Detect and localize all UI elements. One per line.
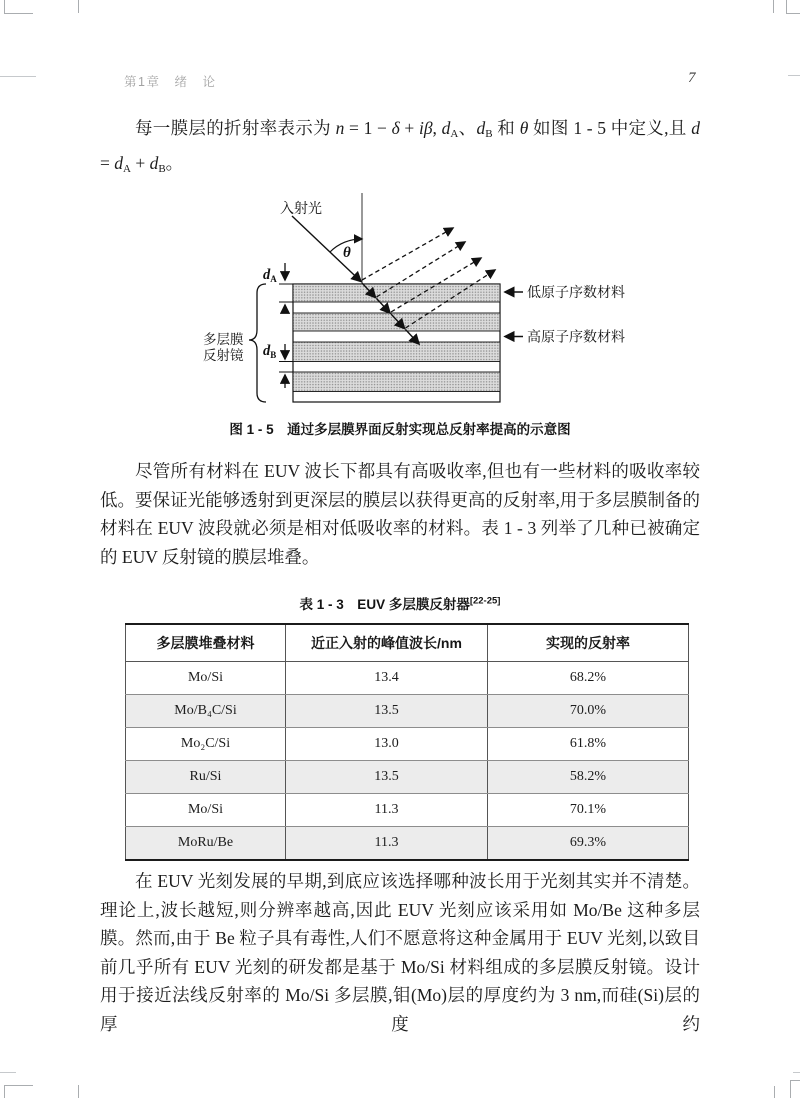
table-title-citation: [22-25] (469, 595, 501, 607)
table-header-row (126, 624, 689, 662)
cell-material: Mo/Si (126, 794, 286, 827)
crop-mark (773, 0, 774, 13)
table-title-text: 表 1 - 3 EUV 多层膜反射器 (299, 597, 470, 612)
material-labels (505, 284, 625, 346)
svg-text:dA: $d_A$ (263, 267, 277, 284)
mirror-label-line2: 反射镜 (203, 348, 244, 363)
table-title (100, 593, 700, 613)
paragraph-absorption: 尽管所有材料在 EUV 波长下都具有高吸收率,但也有一些材料的吸收率较低。要保证光能够透射到更深层的膜层以获得更高的反射率,用于多层膜制备的材料在 EUV 波段就必须是相对低吸收率的材料。表 1 - 3 列举了几种已被确定的 EUV 反射镜的膜层堆叠。 (100, 461, 700, 567)
high-z-material-label: 高原子序数材料 (527, 330, 625, 346)
cell-material: MoRu/Be (126, 827, 286, 861)
d-b-annotation (263, 343, 293, 388)
svg-text:dB: $d_B$ (263, 343, 277, 360)
crop-mark (4, 0, 5, 13)
crop-mark (78, 0, 79, 13)
table-row (126, 695, 689, 728)
cell-material: Mo/B₄C/Si (126, 695, 286, 728)
crop-mark (78, 1085, 79, 1098)
multilayer-stack (293, 284, 500, 402)
col-header-wavelength: 近正入射的峰值波长/nm (286, 624, 488, 662)
cell-wavelength: 13.5 (286, 695, 488, 728)
cell-reflectivity: 70.1% (488, 794, 689, 827)
cell-wavelength: 13.5 (286, 761, 488, 794)
running-head-chapter: 第1章 绪 论 (124, 75, 217, 89)
cell-wavelength: 11.3 (286, 794, 488, 827)
crop-mark (790, 1080, 791, 1098)
crop-mark (4, 1085, 5, 1098)
low-z-material-label: 低原子序数材料 (527, 286, 625, 301)
table-row (126, 794, 689, 827)
cell-reflectivity: 58.2% (488, 761, 689, 794)
col-header-material: 多层膜堆叠材料 (126, 624, 286, 662)
table-row (126, 728, 689, 761)
page-number: 7 (688, 70, 696, 86)
cell-wavelength: 13.0 (286, 728, 488, 761)
layer-low-z (293, 372, 500, 392)
crop-mark (790, 1080, 800, 1081)
figure-caption: 图 1 - 5 通过多层膜界面反射实现总反射率提高的示意图 (229, 422, 571, 437)
crop-mark (4, 13, 33, 14)
cell-reflectivity: 61.8% (488, 728, 689, 761)
cell-reflectivity: 70.0% (488, 695, 689, 728)
cell-material: Ru/Si (126, 761, 286, 794)
cell-reflectivity: 69.3% (488, 827, 689, 861)
crop-mark (788, 75, 800, 76)
crop-mark (4, 1085, 33, 1086)
layer-low-z (293, 313, 500, 331)
d-a-annotation (263, 263, 293, 313)
euv-multilayer-table (125, 623, 689, 861)
col-header-reflectivity: 实现的反射率 (488, 624, 689, 662)
layer-low-z (293, 342, 500, 362)
crop-mark (793, 1072, 800, 1073)
crop-mark (0, 76, 36, 77)
layer-low-z (293, 284, 500, 302)
mirror-label-line1: 多层膜 (203, 332, 244, 347)
paragraph-refractive-index: 每一膜层的折射率表示为 n = 1 − δ + iβ, dA、dB 和 θ 如图 1 - 5 中定义,且 d = dA + dB。 (100, 118, 701, 175)
table-row (126, 662, 689, 695)
cell-material: Mo₂C/Si (126, 728, 286, 761)
crop-mark (786, 13, 800, 14)
cell-wavelength: 13.4 (286, 662, 488, 695)
cell-reflectivity: 68.2% (488, 662, 689, 695)
crop-mark (774, 1086, 775, 1098)
paragraph-euv-history: 在 EUV 光刻发展的早期,到底应该选择哪种波长用于光刻其实并不清楚。理论上,波长越短,则分辨率越高,因此 EUV 光刻应该采用如 Mo/Be 这种多层膜。然而,由于 Be 粒子具有毒性,人们不愿意将这种金属用于 EUV 光刻,以致目前几乎所有 EUV 光刻的研发都是基于 Mo/Si 材料组成的多层膜反射镜。设计用于接近法线反射率的 Mo/Si 多层膜,钼(Mo)层的厚度约为 3 nm,而硅(Si)层的厚度约 (100, 871, 700, 1034)
cell-material: Mo/Si (126, 662, 286, 695)
incident-light-label: 入射光 (280, 202, 322, 217)
crop-mark (0, 1072, 16, 1073)
table-row (126, 827, 689, 861)
crop-mark (786, 0, 787, 13)
theta-label: θ (343, 245, 351, 261)
figure-multilayer-mirror (180, 190, 632, 410)
cell-wavelength: 11.3 (286, 827, 488, 861)
table-row (126, 761, 689, 794)
